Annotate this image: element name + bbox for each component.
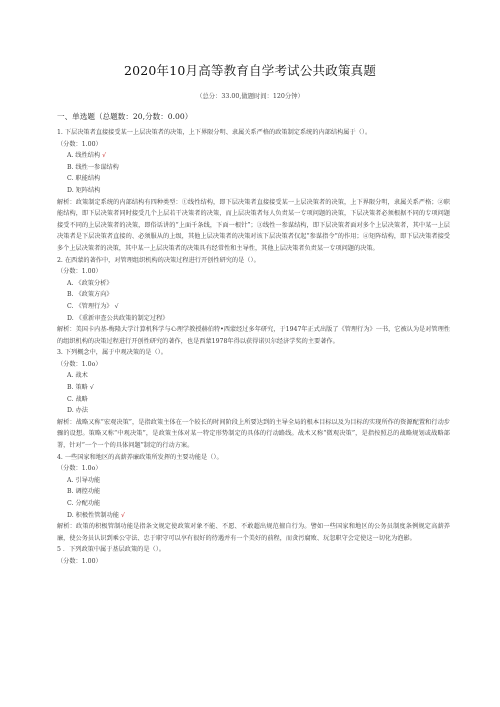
option-a: A. 线性结构 √ — [67, 152, 107, 160]
option-c: C. 战略 — [67, 395, 88, 403]
option-a: A. 引导功能 — [67, 476, 101, 484]
option-a: A. 战术 — [67, 372, 88, 380]
question-stem: 5 ．下列政策中属于基层政策的是（）。 — [57, 546, 165, 554]
question-explanation: 解析：政策的积极管制功能是指条文规定使政策对象不能、不愿、不敢超出规范擅自行为。譬如一些国家和地区的公务员制度条例规定高薪养廉，使公务员认识到乘公守法、忠于职守可以享有很好的待遇并有一个美好的前程，而贪污腐败、玩忽职守会定使这一切化为泡影。 — [57, 523, 450, 542]
question-explanation: 解析：政策制定系统的内部结构有四种类型：①线性结构，即下层决策者直接接受某一上层决策者的决策，上下界限分明，隶属关系严格；②职能结构，即下层决策者同时接受几个上层若干决策者的决策，而上层决策者每人负责某一专项问题的决策，下层决策者必须根据不同的专项问题接受不同的上层决策者的决策，即俗话讲的“上面千条线，下面一根针”；③线性一参谋结构，即下层决策者面对多个上层决策者，其中某一上层决策者是下层决策者直接的、必须服从的上级，其他上层决策者的决策对该下层决策者仅起“参谋指令”的作用；④矩阵结构，即下层决策者接受多个上层决策者的决策，其中某一上层决策者的决策具有经常性和主导性，其他上层决策者负责某一专项问题的决策。 — [57, 198, 450, 252]
section-heading: 一、单选题（总题数：20,分数：0.00） — [57, 112, 193, 121]
option-c: C. 分配功能 — [67, 500, 101, 507]
question-3 — [57, 347, 450, 451]
correct-mark: √ — [89, 384, 94, 392]
question-explanation: 解析：战略又称“宏观决策”，是指政策主体在一个较长的时间阶段上所要达到的主导全局的根本目标以及为目标的实现所作的资源配置和行动步骤的设想。策略又称“中观决策”，是政策主体对某一特定形势制定的具体的行动路线。战术又称“微观决策”，是指按照总的战略规划或战略部署，针对“一个一个的具体问题”制定的行动方案。 — [57, 418, 450, 450]
option-d: D. 《重新审查公共政策的制定过程》 — [67, 314, 169, 322]
option-c: C. 《管理行为》 √ — [67, 302, 119, 310]
question-1 — [57, 127, 450, 255]
page-title: 2020年10月高等教育自学考试公共政策真题 — [123, 63, 377, 78]
option-d: D. 矩阵结构 — [67, 186, 101, 194]
correct-mark: √ — [102, 152, 107, 160]
question-score: （分数：1.0o） — [57, 360, 102, 368]
question-stem: 2. 在西蒙的著作中，对管理组织机构的决策过程进行开创性研究的是（）。 — [57, 256, 260, 264]
page-subtitle: （总分：33.00,做题时间：120分钟） — [196, 93, 304, 100]
option-b: B. 调控功能 — [67, 488, 101, 496]
option-b: B. 线性一参谋结构 — [67, 163, 119, 171]
question-stem: 1. 下层决策者直接接受某一上层决策者的决策，上下界限分明、隶属关系严格的政策制定系统的内部结构属于（）。 — [57, 129, 372, 136]
option-d: D. 积极性管制功能 √ — [67, 511, 125, 519]
question-2 — [57, 255, 450, 348]
correct-mark: √ — [114, 302, 119, 310]
option-a: A. 《政策分析》 — [67, 279, 113, 287]
question-4 — [57, 452, 450, 545]
option-b: B. 《政策方向》 — [67, 291, 113, 299]
question-score: （分数：1.0o） — [57, 465, 102, 473]
question-list — [57, 127, 450, 568]
question-5 — [57, 544, 450, 567]
correct-mark: √ — [121, 511, 125, 519]
question-score: （分数：1.00） — [57, 557, 102, 565]
question-stem: 3. 下列概念中，属于中观决策的是（）。 — [57, 349, 167, 357]
option-c: C. 职能结构 — [67, 175, 101, 183]
option-d: D. 办法 — [67, 407, 89, 415]
question-score: （分数：1.00） — [57, 140, 102, 148]
question-stem: 4. 一些国家和地区的高薪养廉政策所发挥的主要功能是（）。 — [57, 453, 223, 461]
option-b: B. 策略 √ — [67, 384, 94, 392]
question-explanation: 解析：美国卡内基-梅隆大学计算机科学与心理学教授赫伯特•西蒙经过多年研究，于1947年正式出版了《管理行为》一书，它被认为是对管理性的组织机构的决策过程进行开创性研究的著作，也是西蒙1978年得以获得诺贝尔经济学奖的主要著作。 — [57, 326, 450, 345]
question-score: （分数：1.00） — [57, 268, 102, 276]
